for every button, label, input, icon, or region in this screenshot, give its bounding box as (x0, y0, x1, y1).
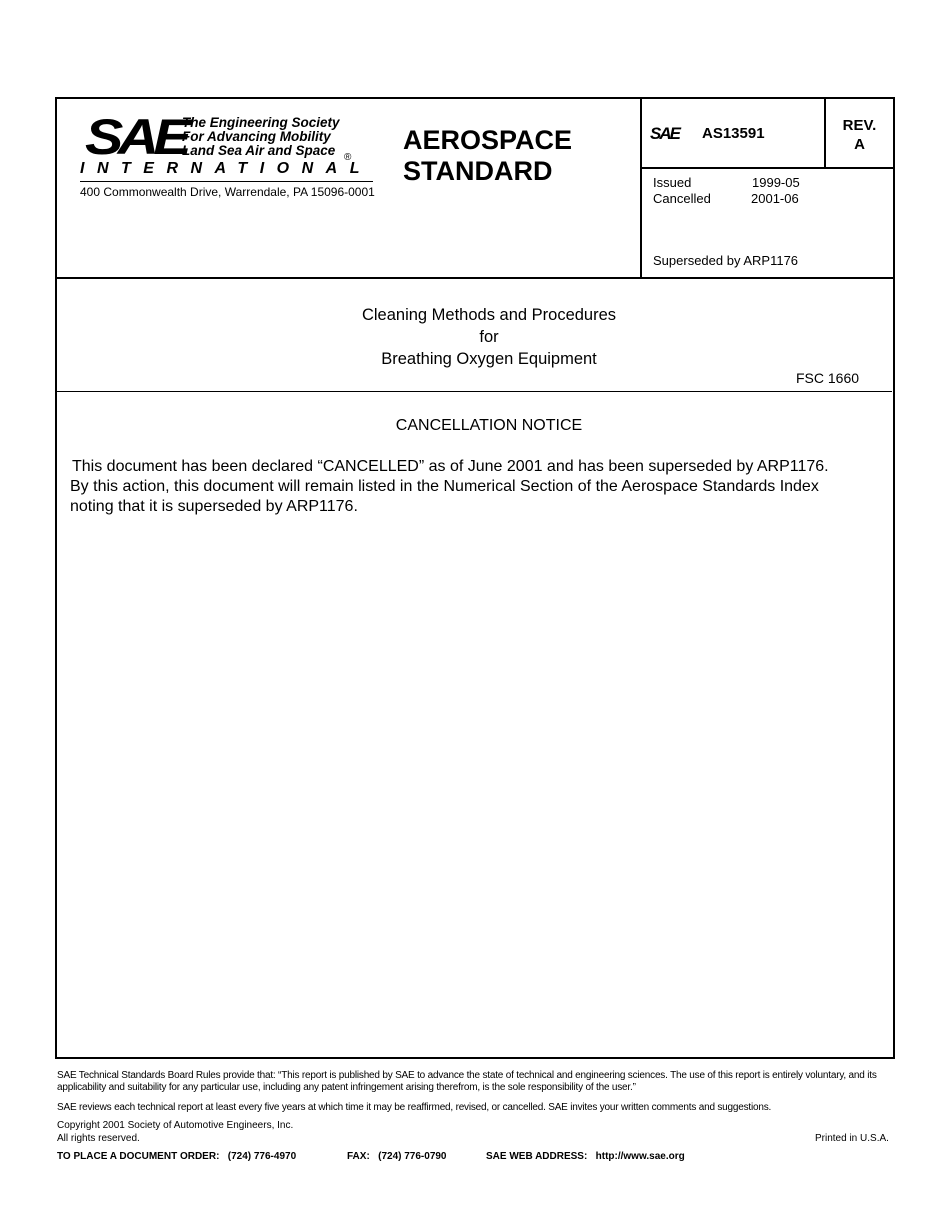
board-rules: SAE Technical Standards Board Rules provide that: “This report is published by SAE to advance the state of technical and engineering sciences. The use of this report is entirely voluntary, and its applicability and suitability for any particular use, including any patent infringement arising therefrom, is the sole responsibility of the user.” (57, 1070, 877, 1093)
divider (641, 167, 893, 169)
superseded-by: Superseded by ARP1176 (653, 253, 799, 268)
fax-number: FAX: (724) 776-0790 (347, 1151, 447, 1162)
revision (826, 116, 893, 154)
rev-value: A (854, 136, 865, 153)
cancellation-heading: CANCELLATION NOTICE (395, 417, 583, 434)
rights-reserved: All rights reserved. (57, 1133, 140, 1144)
issued-label: Issued (653, 175, 692, 190)
rev-label: REV. (842, 117, 877, 134)
cancellation-paragraph: This document has been declared “CANCELLED” as of June 2001 and has been superseded by ARP1176. By this action, this document will remain listed in the Numerical Section of the Aerospace Standards Index noting that it is superseded by ARP1176. (70, 458, 829, 515)
doc-type-line: AEROSPACE (403, 125, 573, 155)
order-phone: TO PLACE A DOCUMENT ORDER: (724) 776-4970 (57, 1151, 297, 1162)
copyright: Copyright 2001 Society of Automotive Engineers, Inc. (57, 1120, 294, 1131)
review-notice: SAE reviews each technical report at least every five years at which time it may be reaffirmed, revised, or cancelled. SAE invites your written comments and suggestions. (57, 1102, 772, 1113)
document-title (57, 304, 921, 370)
logo-rule (80, 181, 373, 182)
cancelled-label: Cancelled (653, 191, 711, 206)
doc-type-line: STANDARD (403, 156, 553, 186)
title-line: for (479, 328, 499, 346)
document-page: SAE The Engineering Society For Advancing Mobility Land Sea Air and Space ® INTERNATIONAL 400 Commonwealth Drive, Warrendale, PA 15096-0001 AEROSPACE STANDARD SAE AS13591 REV. A Issued 1999-05 Cancelled 2001-06 Superseded by ARP1176 Cleaning Methods and Procedures for Breathing Oxygen Equipment FSC 1660 CANCELLATION NOTICE This document has been declared “CANCELLED” as of June 2001 and has been superseded by ARP1176. By this action, this document will remain listed in the Numerical Section of the Aerospace Standards Index noting that it is superseded by ARP1176. SAE Technical Standards Board Rules provide that: “This report is published by SAE to advance the state of technical and engineering sciences. The use of this report is entirely voluntary, and its applicability and suitability for any particular use, including any patent infringement arising therefrom, is the sole responsibility of the user.” SAE reviews each technical report at least every five years at which time it may be reaffirmed, revised, or cancelled. SAE invites your written comments and suggestions. Copyright 2001 Society of Automotive Engineers, Inc. All rights reserved. Printed in U.S.A. TO PLACE A DOCUMENT ORDER: (724) 776-4970 FAX: (724) 776-0790 SAE WEB ADDRESS: http://www.sae.org (0, 0, 950, 1230)
title-line: Cleaning Methods and Procedures (361, 306, 617, 324)
divider (55, 277, 895, 279)
issued-date: 1999-05 (752, 175, 800, 190)
sae-small-logo: SAE (650, 124, 679, 143)
address: 400 Commonwealth Drive, Warrendale, PA 15096-0001 (80, 185, 375, 199)
cancelled-date: 2001-06 (751, 191, 799, 206)
fsc-code: FSC 1660 (796, 370, 860, 386)
document-frame (55, 97, 895, 1059)
divider (57, 391, 892, 392)
title-line: Breathing Oxygen Equipment (381, 350, 597, 368)
document-number: AS13591 (702, 125, 765, 142)
printed-in: Printed in U.S.A. (815, 1133, 889, 1144)
web-address: SAE WEB ADDRESS: http://www.sae.org (486, 1151, 685, 1162)
document-type (403, 125, 572, 187)
divider (640, 97, 642, 279)
